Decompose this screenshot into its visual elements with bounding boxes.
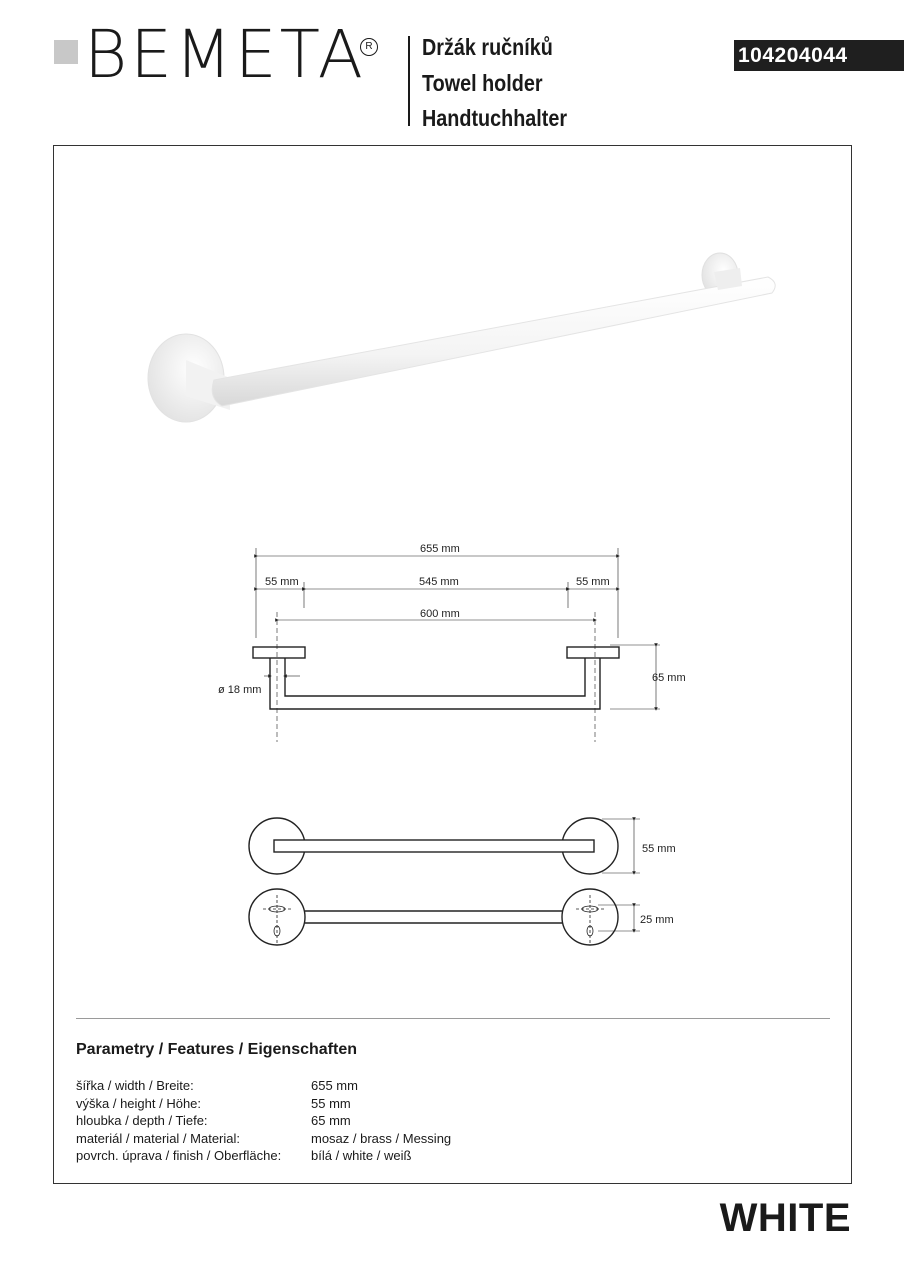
feature-label: povrch. úprava / finish / Oberfläche: — [76, 1148, 282, 1163]
feature-value: bílá / white / weiß — [311, 1148, 412, 1163]
title-english: Towel holder — [422, 69, 543, 96]
feature-label: výška / height / Höhe: — [76, 1095, 202, 1111]
title-czech: Držák ručníků — [422, 34, 553, 60]
dim-tube-diameter: ø 18 mm — [218, 684, 262, 696]
dim-bar-length: 545 mm — [419, 576, 459, 588]
features-divider — [76, 1018, 830, 1019]
dim-overall-width: 655 mm — [420, 543, 460, 555]
feature-label: materiál / material / Material: — [76, 1130, 240, 1146]
top-view-drawing — [249, 818, 640, 874]
features-title: Parametry / Features / Eigenschaften — [76, 1041, 357, 1058]
feature-row — [76, 1112, 576, 1130]
dim-mount-spacing: 25 mm — [640, 914, 674, 926]
dim-left-offset: 55 mm — [265, 576, 299, 588]
feature-row — [76, 1077, 576, 1095]
product-code-badge: 104204044 — [734, 40, 904, 71]
features-table — [76, 1077, 576, 1165]
product-image — [148, 253, 775, 422]
dim-center-distance: 600 mm — [420, 608, 460, 620]
feature-row — [76, 1147, 576, 1165]
mounting-view-drawing — [249, 889, 640, 945]
dim-right-offset: 55 mm — [576, 576, 610, 588]
registered-mark: R — [360, 38, 378, 56]
feature-row — [76, 1130, 576, 1148]
feature-value: 55 mm — [311, 1095, 351, 1111]
title-german: Handtuchhalter — [422, 105, 568, 131]
dim-depth: 65 mm — [652, 672, 686, 684]
brand-logo: BEMETA — [84, 16, 366, 93]
color-name: WHITE — [719, 1196, 851, 1240]
feature-row — [76, 1095, 576, 1113]
feature-value: mosaz / brass / Messing — [311, 1130, 452, 1146]
feature-value: 655 mm — [311, 1078, 358, 1093]
dim-height: 55 mm — [642, 843, 676, 855]
feature-value: 65 mm — [311, 1113, 351, 1128]
feature-label: šířka / width / Breite: — [76, 1078, 194, 1093]
feature-label: hloubka / depth / Tiefe: — [76, 1113, 208, 1128]
